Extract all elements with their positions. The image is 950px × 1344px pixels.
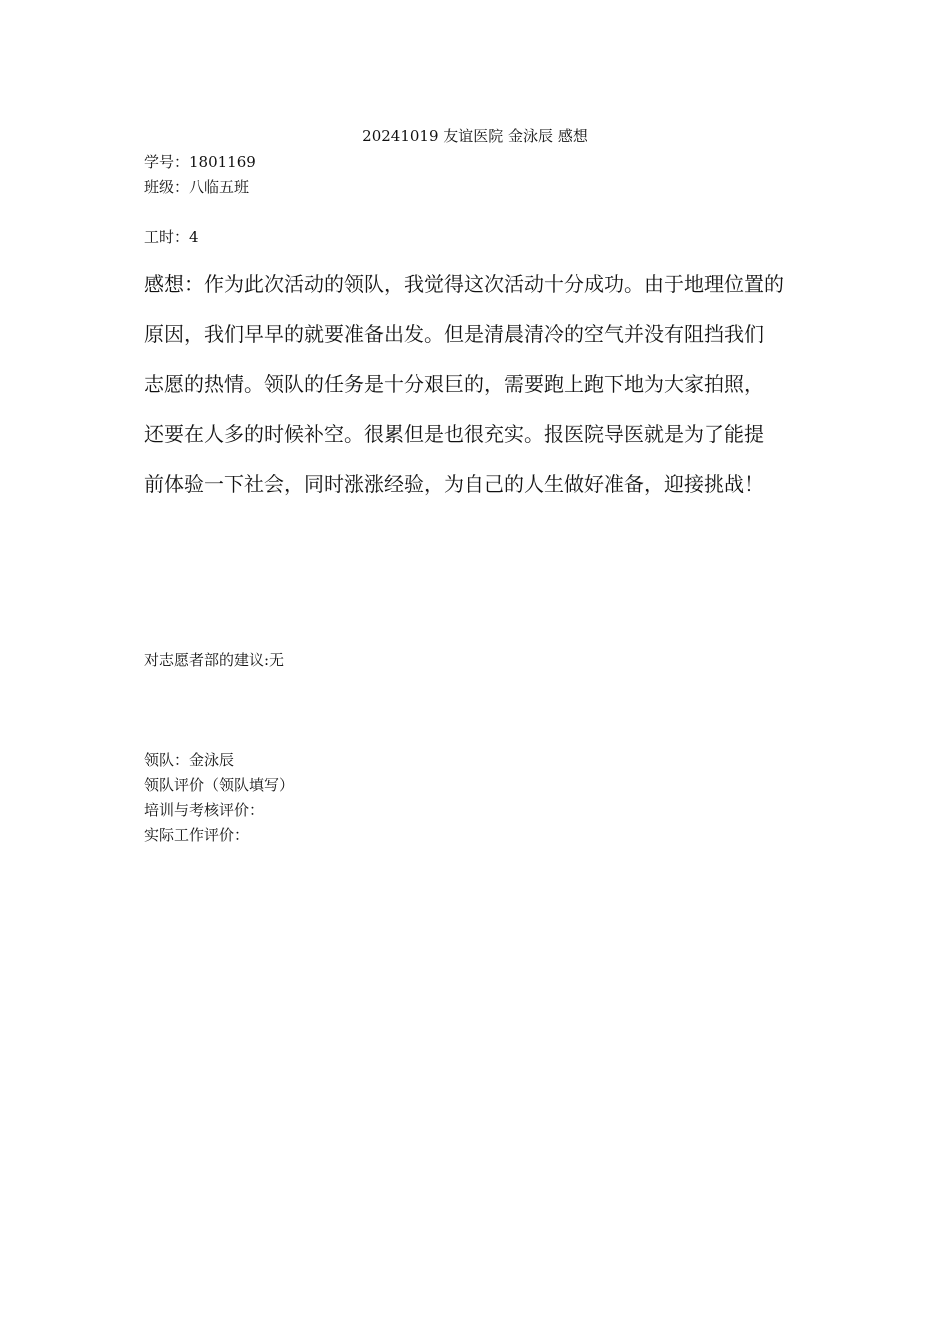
reflection-line: 前体验一下社会，同时涨涨经验，为自己的人生做好准备，迎接挑战！ <box>144 472 764 496</box>
reflection-line: 感想：作为此次活动的领队，我觉得这次活动十分成功。由于地理位置的 <box>144 272 784 296</box>
student-id: 学号：1801169 <box>144 153 256 171</box>
reflection-line: 还要在人多的时候补空。很累但是也很充实。报医院导医就是为了能提 <box>144 422 764 446</box>
class-name: 班级：八临五班 <box>144 178 250 196</box>
work-evaluation-label: 实际工作评价： <box>144 826 250 844</box>
suggestion-text: 对志愿者部的建议:无 <box>144 651 285 669</box>
leader-name: 领队：金泳辰 <box>144 751 235 769</box>
document-title: 20241019 友谊医院 金泳辰 感想 <box>362 127 588 145</box>
reflection-line: 志愿的热情。领队的任务是十分艰巨的，需要跑上跑下地为大家拍照， <box>144 372 764 396</box>
reflection-line: 原因，我们早早的就要准备出发。但是清晨清冷的空气并没有阻挡我们 <box>144 322 764 346</box>
work-hours: 工时：4 <box>144 228 199 246</box>
training-evaluation-label: 培训与考核评价： <box>144 801 265 819</box>
leader-evaluation-label: 领队评价（领队填写） <box>144 776 295 794</box>
reflection-paragraph <box>144 259 824 509</box>
